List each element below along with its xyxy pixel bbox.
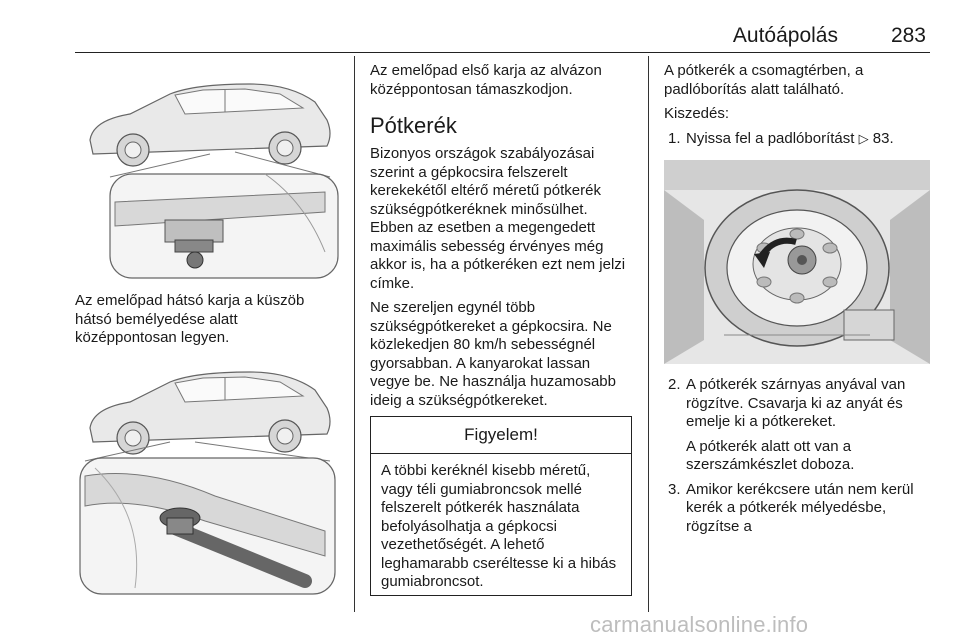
step-2-note: A pótkerék alatt ott van a szerszámkészlet doboza. [686,437,855,473]
column-2-text [370,62,632,416]
step-3-number: 3. [668,480,681,498]
spare-wheel-well-illustration [664,160,930,364]
column-3-text [664,62,930,155]
column-divider-2 [648,56,649,612]
step-2-text: A pótkerék szárnyas anyával van rögzítve. Csavarja ki az anyát és emelje ki a pótkereket. [686,376,906,430]
spare-location-text: A pótkerék a csomagtérben, a padlóborítás alatt található. [664,62,864,98]
step-1-number: 1. [668,129,681,147]
page-header [75,22,930,53]
column-divider-1 [354,56,355,612]
step-2-number: 2. [668,376,681,393]
page-number: 283 [890,24,926,47]
warning-body: A többi keréknél kisebb méretű, vagy téli gumiabroncsok mellé felszerelt pótkerék használata befolyásolhatja a gépkocsi vezethetőségét. A lehető leghamarabb cseréltesse ki a hibás gumiabroncsot. [381,462,617,590]
step-1 [664,130,930,150]
jack-front-caption: Az emelőpad első karja az alvázon középpontosan támaszkodjon. [370,62,602,98]
car-jack-rear-illustration [75,62,340,280]
warning-box [370,416,632,596]
jack-rear-caption: Az emelőpad hátsó karja a küszöb hátsó bemélyedése alatt középpontosan legyen. [75,292,305,346]
step-3-text: Amikor kerékcsere után nem kerül kerék a pótkerék mélyedésbe, rögzítse a [686,480,914,535]
step-1-text: Nyissa fel a padlóborítást [686,129,855,147]
warning-title: Figyelem! [371,417,631,454]
watermark: carmanualsonline.info [590,612,809,637]
car-jack-front-illustration [75,356,340,596]
column-3-steps [664,376,930,542]
page-ref-arrow-icon: ▷ [858,131,869,147]
step-1-ref[interactable]: 83. [872,129,894,147]
spare-wheel-heading: Pótkerék [370,113,457,138]
spare-wheel-paragraph-1: Bizonyos országok szabályozásai szerint a gépkocsira felszerelt kerekekétől eltérő méretű pótkerék szükségpótkeréknek minősülhet. Ebben az esetben a megengedett maximális sebesség érvényes még akkor is, ha a pótkeréken ezt nem jelzi címke. [370,145,626,292]
step-2 [664,376,930,432]
step-3 [664,481,930,537]
section-title: Autóápolás [732,24,838,47]
removal-label: Kiszedés: [664,105,730,122]
spare-wheel-paragraph-2: Ne szereljen egynél több szükségpótkereket a gépkocsira. Ne közlekedjen 80 km/h sebességnél gyorsabban. A kanyarokat lassan vegye be. Ne használja huzamosabb ideig a szükségpótkereket. [370,299,616,409]
column-1-text [75,292,340,354]
